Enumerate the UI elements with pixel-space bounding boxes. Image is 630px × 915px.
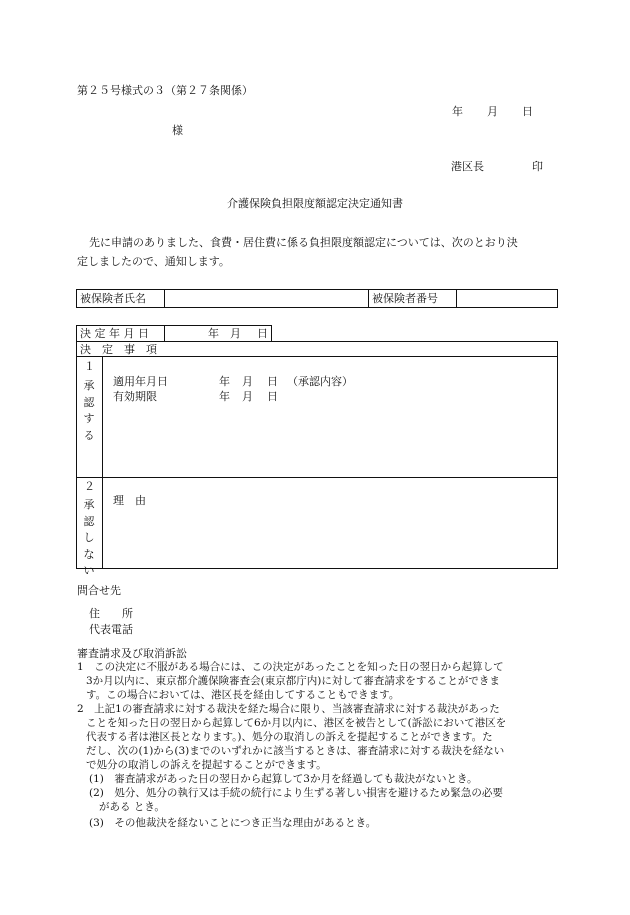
intro-line-1: 先に申請のありました、食費・居住費に係る負担限度額認定については、次のとおり決	[89, 236, 518, 249]
date-day-label: 日	[522, 105, 533, 118]
contact-address-label: 住 所	[89, 607, 133, 620]
appeal-p1-line: 1 この決定に不服がある場合には、この決定があったことを知った日の翌日から起算して	[77, 661, 504, 673]
appeal-item-2: (2) 処分、処分の執行又は手続の続行により生ずる著しい損害を避けるため緊急の必要	[89, 787, 503, 799]
effective-month: 月	[242, 375, 253, 388]
appeal-heading: 審査請求及び取消訴訟	[77, 647, 187, 660]
appeal-item-2-cont: がある とき。	[99, 801, 165, 813]
approve-number: １	[84, 360, 95, 373]
validity-label: 有効期限	[113, 390, 157, 403]
reason-label: 理 由	[113, 494, 146, 507]
date-year-label: 年	[452, 105, 463, 118]
validity-month: 月	[242, 390, 253, 403]
appeal-p2-line: ことを知った日の翌日から起算して6か月以内に、港区を被告として(訴訟において港区を	[86, 717, 507, 729]
insured-number-field[interactable]	[458, 290, 556, 307]
validity-day: 日	[267, 390, 278, 403]
appeal-p1-line: 3か月以内に、東京都介護保険審査会(東京都庁内)に対して審査請求をすることができま	[86, 675, 500, 687]
effective-date-label: 適用年月日	[113, 375, 168, 388]
appeal-p2-line: だし、次の(1)から(3)までのいずれかに該当するときは、審査請求に対する裁決を経ない	[86, 745, 505, 757]
appeal-p2-line: 代表する者は港区長となります。)、処分の取消しの訴えを提起することができます。た	[86, 731, 493, 743]
effective-day: 日	[267, 375, 278, 388]
addressee-suffix: 様	[172, 124, 183, 137]
appeal-p1-line: す。この場合においては、港区長を経由してすることもできます。	[86, 689, 400, 701]
appeal-p2-line: で処分の取消しの訴えを提起することができます。	[86, 759, 327, 771]
seal-mark: 印	[532, 160, 543, 173]
reject-number: ２	[84, 480, 95, 493]
contact-heading: 問合せ先	[77, 584, 121, 597]
decision-date-year: 年	[208, 327, 219, 340]
validity-year: 年	[219, 390, 230, 403]
date-month-label: 月	[487, 105, 498, 118]
appeal-p2-line: 2 上記1の審査請求に対する裁決を経た場合に限り、当該審査請求に対する裁決があった	[77, 703, 500, 715]
approve-label: 承認する	[83, 379, 95, 442]
decision-date-month: 月	[230, 327, 241, 340]
form-number: 第２５号様式の３（第２７条関係）	[77, 84, 253, 97]
appeal-item-1: (1) 審査請求があった日の翌日から起算して3か月を経過しても裁決がないとき。	[89, 773, 478, 785]
contact-phone-label: 代表電話	[89, 623, 133, 636]
effective-year: 年	[219, 375, 230, 388]
intro-line-2: 定しましたので、通知します。	[77, 255, 230, 268]
appeal-item-3: (3) その他裁決を経ないことにつき正当な理由があるとき。	[89, 817, 377, 829]
decision-items-label: 決 定 事 項	[80, 343, 157, 356]
decision-date-day: 日	[257, 327, 268, 340]
reject-label: 承認しない	[83, 498, 95, 577]
insured-number-label: 被保険者番号	[372, 292, 438, 305]
decision-date-label: 決 定 年 月 日	[80, 327, 149, 340]
document-title: 介護保険負担限度額認定決定通知書	[227, 197, 403, 210]
insured-name-label: 被保険者氏名	[80, 292, 146, 305]
approval-content-note: （承認内容）	[287, 375, 353, 388]
issuer-title: 港区長	[451, 160, 484, 173]
insured-name-field[interactable]	[166, 290, 366, 307]
